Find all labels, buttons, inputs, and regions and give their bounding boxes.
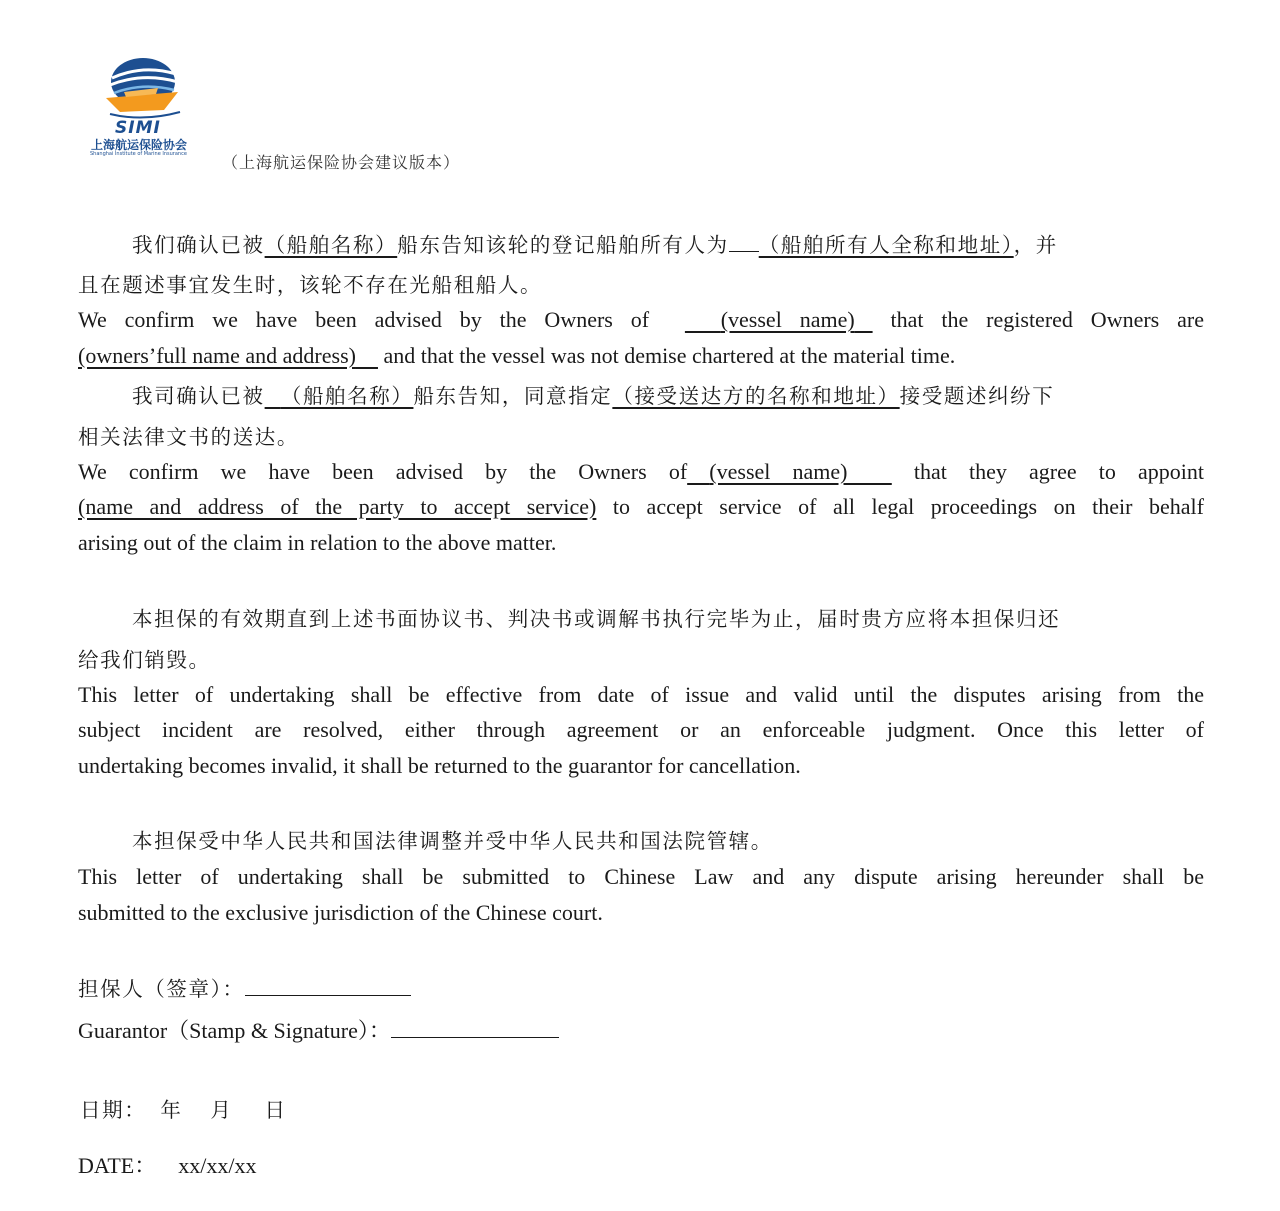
para1-cn-line1: 我们确认已被（船舶名称）船东告知该轮的登记船舶所有人为 （船舶所有人全称和地址），并 bbox=[132, 233, 1058, 257]
date-cn-label: 日期： bbox=[80, 1098, 147, 1122]
logo-en-name: Shanghai Institute of Marine Insurance bbox=[90, 151, 187, 157]
para4-cn-line1: 本担保受中华人民共和国法律调整并受中华人民共和国法院管辖。 bbox=[132, 829, 773, 853]
date-cn-row bbox=[80, 1093, 287, 1123]
para1-en-line2: (owners’full name and address) and that the vessel was not demise chartered at the material time. bbox=[78, 343, 956, 368]
guarantor-cn-label: 担保人（签章）： bbox=[78, 977, 245, 1001]
owner-name-blank-en: (owners’full name and address) bbox=[78, 343, 356, 368]
vessel-name-blank-2: （船舶名称） bbox=[280, 384, 414, 408]
guarantor-en-label: Guarantor（Stamp & Signature）： bbox=[78, 1018, 391, 1043]
date-cn-day: 日 bbox=[264, 1098, 287, 1122]
para2-cn-line2: 相关法律文书的送达。 bbox=[78, 425, 299, 449]
vessel-name-blank: （船舶名称） bbox=[264, 233, 398, 257]
guarantor-en-row bbox=[78, 1014, 559, 1045]
service-party-blank: （接受送达方的名称和地址） bbox=[612, 384, 900, 408]
para3-cn-line1: 本担保的有效期直到上述书面协议书、判决书或调解书执行完毕为止，届时贵方应将本担保归还 bbox=[132, 607, 1061, 631]
ship-globe-icon bbox=[98, 52, 188, 122]
para4-en-line1: This letter of undertaking shall be submitted to Chinese Law and any dispute arising hereunder shall be bbox=[78, 864, 1204, 889]
para1-cn-line2: 且在题述事宜发生时，该轮不存在光船租船人。 bbox=[78, 273, 543, 297]
para2-en-line1: We confirm we have been advised by the Owners of (vessel name) that they agree to appoint bbox=[78, 459, 1205, 484]
version-note: （上海航运保险协会建议版本） bbox=[222, 153, 461, 172]
guarantor-en-signature-field[interactable] bbox=[391, 1035, 559, 1038]
para3-en-line2: subject incident are resolved, either through agreement or an enforceable judgment. Once this letter of bbox=[78, 717, 1204, 742]
date-cn-year: 年 bbox=[160, 1098, 183, 1122]
para1-en-line1: We confirm we have been advised by the Owners of (vessel name) that the registered Owners are bbox=[78, 307, 1204, 332]
owner-name-blank: （船舶所有人全称和地址） bbox=[758, 233, 1014, 257]
simi-logo bbox=[88, 52, 206, 162]
para3-cn-line2: 给我们销毁。 bbox=[78, 648, 211, 672]
para2-en-line2: (name and address of the party to accept service) to accept service of all legal proceedings on their behalf bbox=[78, 494, 1204, 519]
para2-cn-line1: 我司确认已被 （船舶名称）船东告知，同意指定（接受送达方的名称和地址）接受题述纠纷下 bbox=[132, 384, 1055, 408]
date-en-label: DATE： bbox=[78, 1153, 157, 1178]
guarantor-cn-row bbox=[78, 972, 411, 1002]
para3-en-line3: undertaking becomes invalid, it shall be returned to the guarantor for cancellation. bbox=[78, 753, 801, 778]
vessel-name-blank-en-2: (vessel name) bbox=[709, 459, 848, 484]
logo-title: SIMI bbox=[115, 118, 161, 138]
service-party-blank-en: (name and address of the party to accept service) bbox=[78, 494, 597, 519]
vessel-name-blank-en: (vessel name) bbox=[720, 307, 855, 332]
para3-en-line1: This letter of undertaking shall be effective from date of issue and valid until the disputes arising from the bbox=[78, 682, 1204, 707]
date-cn-month: 月 bbox=[210, 1098, 233, 1122]
guarantor-cn-signature-field[interactable] bbox=[245, 993, 411, 996]
para2-en-line3: arising out of the claim in relation to the above matter. bbox=[78, 530, 557, 555]
logo-cn-name: 上海航运保险协会 bbox=[91, 138, 188, 152]
para4-en-line2: submitted to the exclusive jurisdiction of the Chinese court. bbox=[78, 900, 603, 925]
date-en-value: xx/xx/xx bbox=[178, 1153, 257, 1178]
date-en-row bbox=[78, 1149, 256, 1180]
